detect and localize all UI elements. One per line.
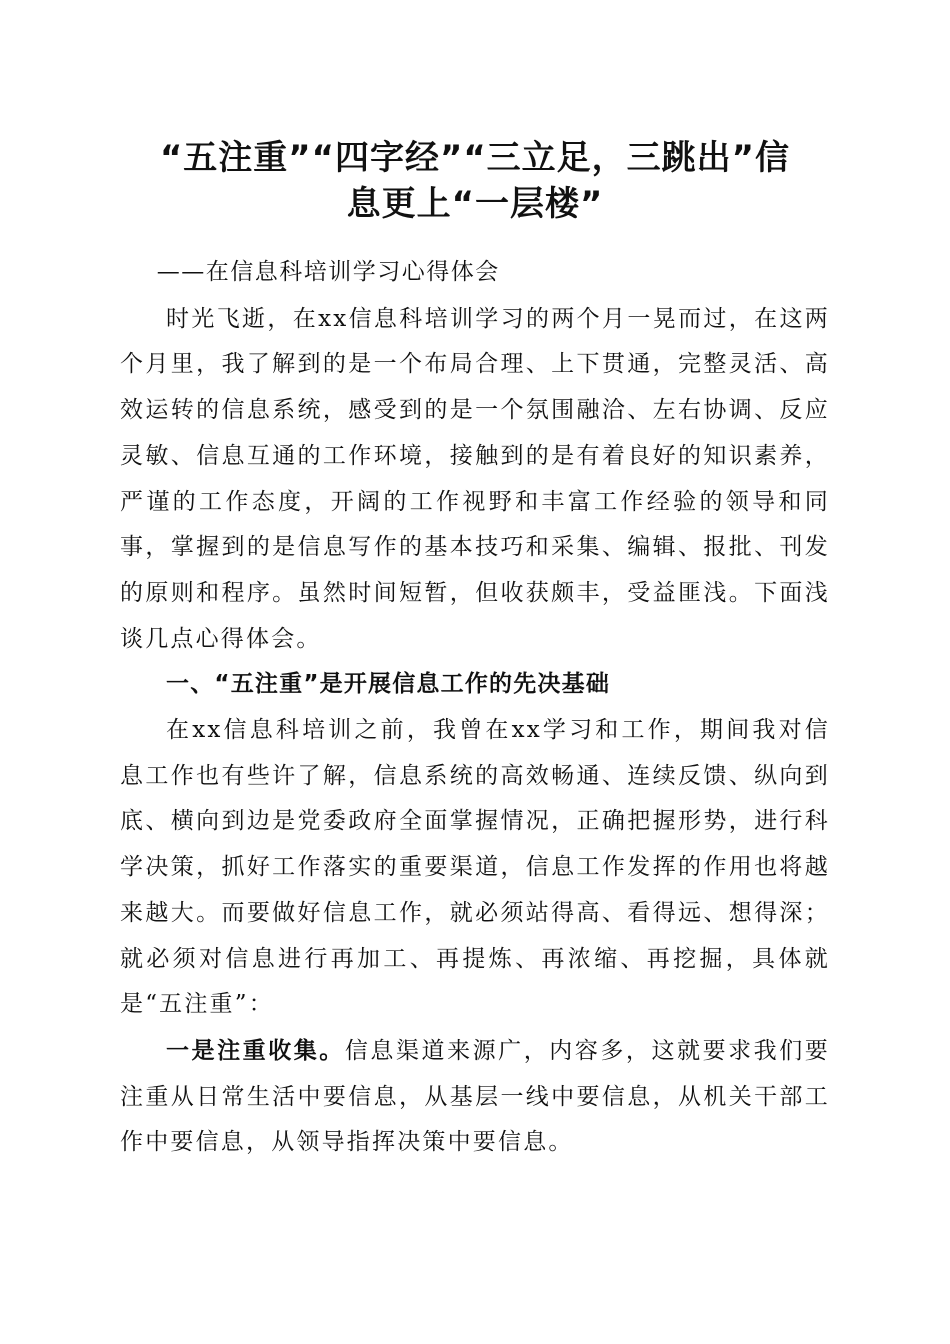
point-1-lead: 一是注重收集。 [166, 1036, 345, 1064]
section-1-paragraph: 在xx信息科培训之前，我曾在xx学习和工作，期间我对信息工作也有些许了解，信息系统的高效畅通、连续反馈、纵向到底、横向到边是党委政府全面掌握情况，正确把握形势，进行科学决策，抓好工作落实的重要渠道，信息工作发挥的作用也将越来越大。而要做好信息工作，就必须站得高、看得远、想得深；就必须对信息进行再加工、再提炼、再浓缩、再挖掘，具体就是“五注重”： [120, 717, 830, 1018]
document-body [120, 250, 830, 1166]
title-line-1: “五注重”“四字经”“三立足，三跳出”信 [159, 138, 791, 178]
document-title [110, 135, 840, 227]
intro-paragraph: 时光飞逝，在xx信息科培训学习的两个月一晃而过，在这两个月里，我了解到的是一个布局合理、上下贯通，完整灵活、高效运转的信息系统，感受到的是一个氛围融洽、左右协调、反应灵敏、信息互通的工作环境，接触到的是有着良好的知识素养，严谨的工作态度，开阔的工作视野和丰富工作经验的领导和同事，掌握到的是信息写作的基本技巧和采集、编辑、报批、刊发的原则和程序。虽然时间短暂，但收获颇丰，受益匪浅。下面浅谈几点心得体会。 [120, 305, 830, 652]
point-1-text: 信息渠道来源广，内容多，这就要求我们要注重从日常生活中要信息，从基层一线中要信息，从机关干部工作中要信息，从领导指挥决策中要信息。 [120, 1037, 830, 1156]
point-1-paragraph [120, 1028, 830, 1166]
document-subtitle: ——在信息科培训学习心得体会 [156, 259, 500, 285]
title-line-2: 息更上“一层楼” [346, 184, 604, 224]
section-1-heading: 一、“五注重”是开展信息工作的先决基础 [166, 671, 611, 698]
